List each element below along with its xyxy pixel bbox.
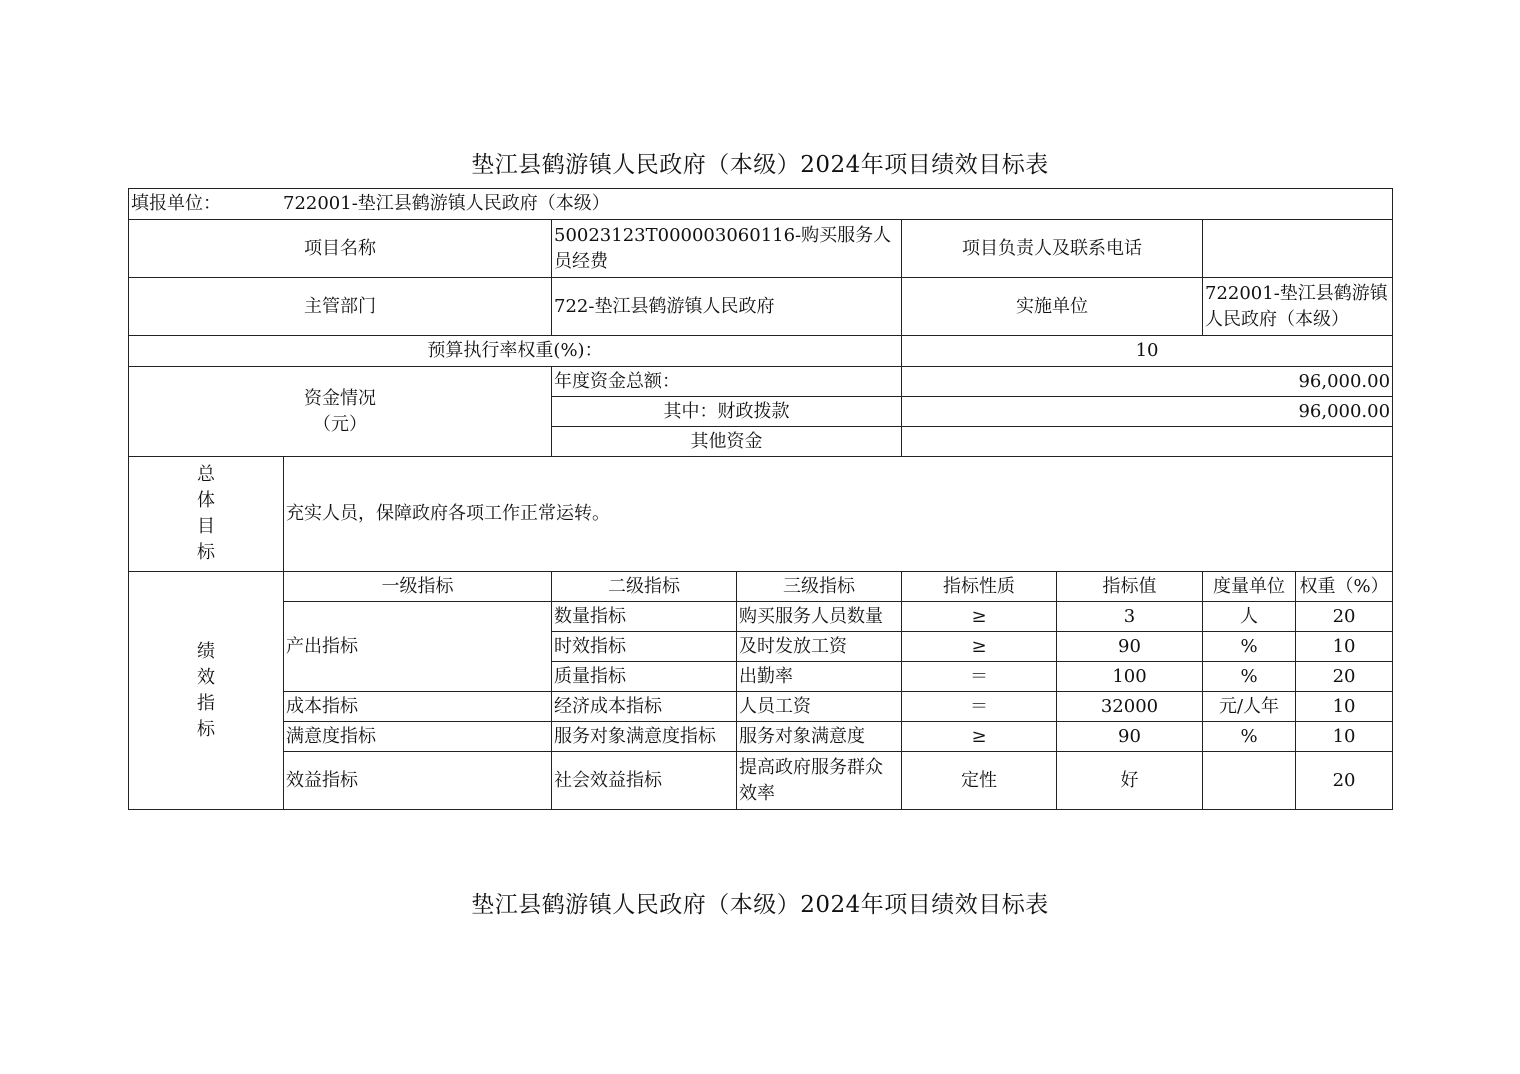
- value-cell: 3: [1057, 602, 1203, 632]
- unit-cell: 元/人年: [1203, 692, 1296, 722]
- nature-cell: ＝: [902, 662, 1057, 692]
- level3-cell: 提高政府服务群众效率: [737, 752, 902, 810]
- header-value: 指标值: [1057, 572, 1203, 602]
- header-level2: 二级指标: [552, 572, 737, 602]
- overall-goal-text: 充实人员，保障政府各项工作正常运转。: [284, 457, 1393, 572]
- level2-cell: 时效指标: [552, 632, 737, 662]
- budget-rate-label: 预算执行率权重(%)：: [129, 336, 902, 367]
- weight-cell: 20: [1296, 752, 1393, 810]
- level3-cell: 及时发放工资: [737, 632, 902, 662]
- project-name-label: 项目名称: [129, 220, 552, 278]
- header-level1: 一级指标: [284, 572, 552, 602]
- unit-cell: %: [1203, 722, 1296, 752]
- indicators-label-char: 指: [197, 692, 215, 714]
- level2-cell: 数量指标: [552, 602, 737, 632]
- filing-unit-label: 填报单位：: [131, 193, 221, 214]
- level3-cell: 服务对象满意度: [737, 722, 902, 752]
- indicators-label: [129, 572, 284, 810]
- weight-cell: 20: [1296, 602, 1393, 632]
- level1-cell: 成本指标: [284, 692, 552, 722]
- nature-cell: ≥: [902, 602, 1057, 632]
- page-title: 垫江县鹤游镇人民政府（本级）2024年项目绩效目标表: [471, 152, 1049, 178]
- fiscal-funds-label: 其中：财政拨款: [552, 397, 902, 427]
- header-unit: 度量单位: [1203, 572, 1296, 602]
- level1-cell: 效益指标: [284, 752, 552, 810]
- impl-unit-label: 实施单位: [902, 278, 1203, 336]
- project-leader-value: [1203, 220, 1393, 278]
- other-funds-label: 其他资金: [552, 427, 902, 457]
- unit-cell: %: [1203, 662, 1296, 692]
- unit-cell: 人: [1203, 602, 1296, 632]
- nature-cell: ≥: [902, 632, 1057, 662]
- weight-cell: 20: [1296, 662, 1393, 692]
- header-level3: 三级指标: [737, 572, 902, 602]
- header-nature: 指标性质: [902, 572, 1057, 602]
- level2-cell: 社会效益指标: [552, 752, 737, 810]
- funds-label-line1: 资金情况: [304, 387, 376, 409]
- nature-cell: ≥: [902, 722, 1057, 752]
- level1-cell: 满意度指标: [284, 722, 552, 752]
- other-funds-value: [902, 427, 1393, 457]
- indicators-label-char: 效: [197, 666, 215, 688]
- annual-funds-value: 96,000.00: [902, 367, 1393, 397]
- overall-goal-char: 总: [197, 464, 215, 485]
- impl-unit-value: 722001-垫江县鹤游镇人民政府（本级）: [1203, 278, 1393, 336]
- nature-cell: ＝: [902, 692, 1057, 722]
- value-cell: 好: [1057, 752, 1203, 810]
- unit-cell: %: [1203, 632, 1296, 662]
- weight-cell: 10: [1296, 632, 1393, 662]
- level2-cell: 质量指标: [552, 662, 737, 692]
- overall-goal-char: 目: [197, 516, 215, 537]
- table-row: [129, 602, 1393, 632]
- level2-cell: 服务对象满意度指标: [552, 722, 737, 752]
- filing-unit-row: [129, 189, 1393, 220]
- level1-cell: 产出指标: [284, 602, 552, 692]
- performance-target-table: [128, 188, 1393, 810]
- indicators-label-char: 标: [197, 718, 215, 740]
- nature-cell: 定性: [902, 752, 1057, 810]
- weight-cell: 10: [1296, 692, 1393, 722]
- unit-cell: [1203, 752, 1296, 810]
- overall-goal-char: 标: [197, 542, 215, 563]
- table-row: [129, 752, 1393, 810]
- weight-cell: 10: [1296, 722, 1393, 752]
- header-weight: 权重（%）: [1296, 572, 1393, 602]
- value-cell: 100: [1057, 662, 1203, 692]
- page-title-repeat: 垫江县鹤游镇人民政府（本级）2024年项目绩效目标表: [471, 892, 1049, 918]
- value-cell: 90: [1057, 722, 1203, 752]
- funds-label: [129, 367, 552, 457]
- dept-label: 主管部门: [129, 278, 552, 336]
- value-cell: 32000: [1057, 692, 1203, 722]
- value-cell: 90: [1057, 632, 1203, 662]
- overall-goal-label: [129, 457, 284, 572]
- project-name-value: 50023123T000003060116-购买服务人员经费: [552, 220, 902, 278]
- level3-cell: 出勤率: [737, 662, 902, 692]
- annual-funds-label: 年度资金总额：: [552, 367, 902, 397]
- funds-label-line2: （元）: [313, 413, 367, 435]
- filing-unit-value: 722001-垫江县鹤游镇人民政府（本级）: [283, 193, 610, 214]
- level2-cell: 经济成本指标: [552, 692, 737, 722]
- budget-rate-value: 10: [902, 336, 1393, 367]
- table-row: [129, 722, 1393, 752]
- level3-cell: 购买服务人员数量: [737, 602, 902, 632]
- table-row: [129, 692, 1393, 722]
- overall-goal-char: 体: [197, 490, 215, 511]
- fiscal-funds-value: 96,000.00: [902, 397, 1393, 427]
- level3-cell: 人员工资: [737, 692, 902, 722]
- project-leader-label: 项目负责人及联系电话: [902, 220, 1203, 278]
- indicators-label-char: 绩: [197, 640, 215, 662]
- dept-value: 722-垫江县鹤游镇人民政府: [552, 278, 902, 336]
